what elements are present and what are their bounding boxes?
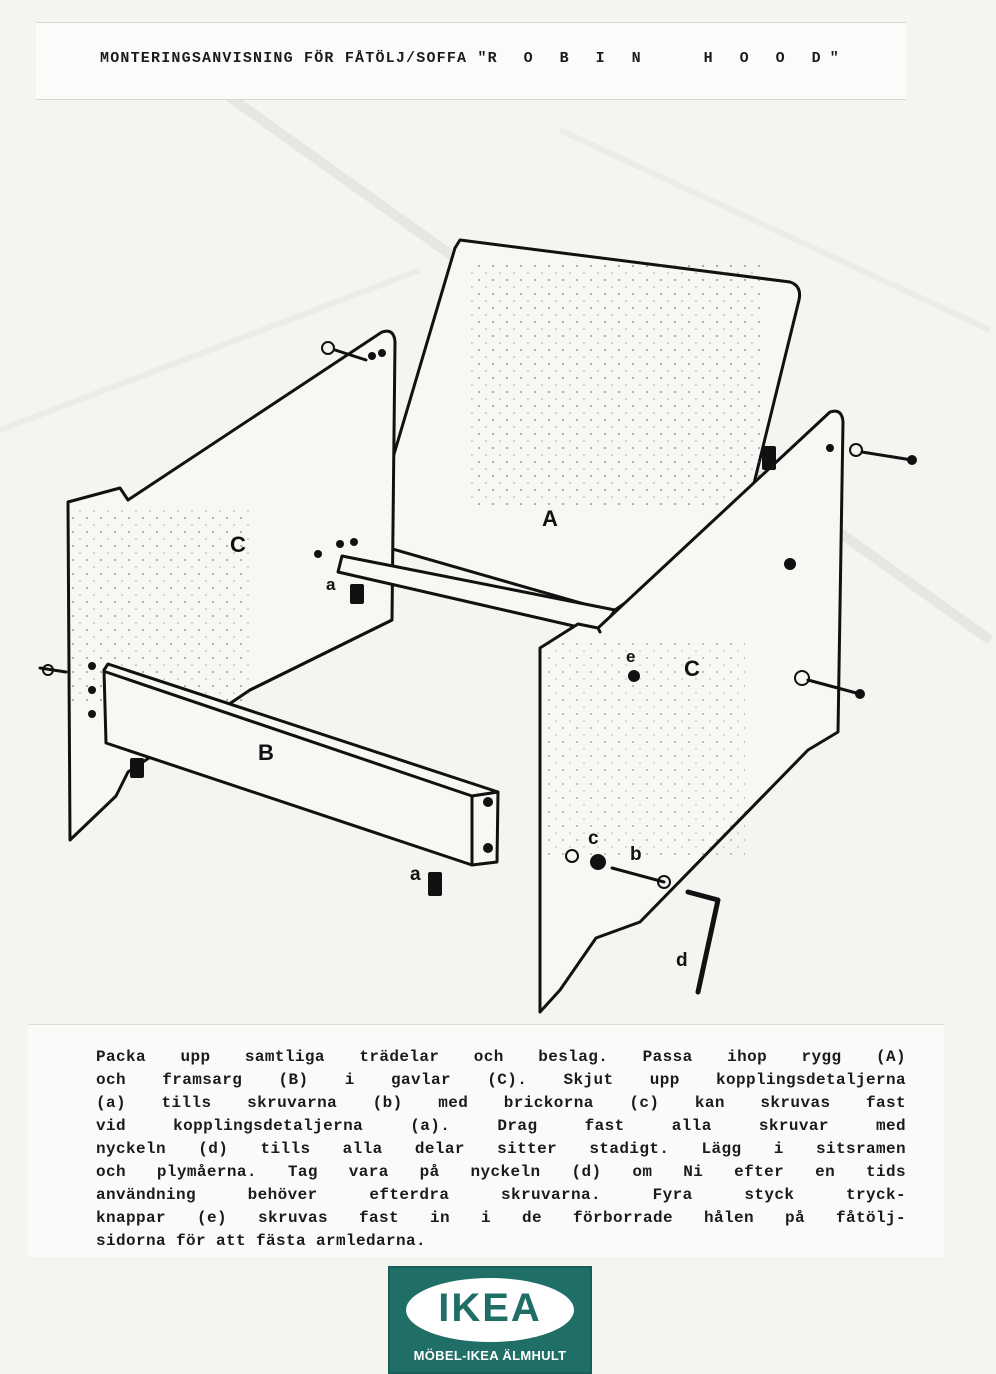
label-c-left: C (230, 532, 246, 557)
instruction-line: och framsarg (B) i gavlar (C). Skjut upp kopplingsdetaljerna (96, 1071, 906, 1089)
label-b-rail: B (258, 740, 274, 765)
instruction-line: sidorna för att fästa armledarna. (96, 1232, 427, 1250)
label-c-washer: c (588, 828, 599, 849)
ikea-logo (388, 1266, 592, 1374)
instruction-line: (a) tills skruvarna (b) med brickorna (c) kan skruvas fast (96, 1094, 906, 1112)
instruction-line: vid kopplingsdetaljerna (a). Drag fast alla skruvar med (96, 1117, 906, 1135)
assembly-diagram (0, 220, 996, 1020)
instruction-line: och plymåerna. Tag vara på nyckeln (d) om Ni efter en tids (96, 1163, 906, 1181)
label-d-key: d (676, 950, 688, 971)
instruction-line: användning behöver efterdra skruvarna. Fyra styck tryck- (96, 1186, 906, 1204)
instruction-line: Packa upp samtliga trädelar och beslag. Passa ihop rygg (A) (96, 1048, 906, 1066)
label-e-button: e (626, 647, 636, 666)
page-title: MONTERINGSANVISNING FÖR FÅTÖLJ/SOFFA "R O B I N H O O D" (100, 50, 840, 67)
label-a-coupling: a (326, 575, 336, 594)
label-a-coupling-bottom: a (410, 864, 421, 885)
logo-wordmark: IKEA (438, 1286, 542, 1330)
instructions-text (96, 1046, 906, 1253)
front-rail-b (104, 664, 498, 865)
label-c-right: C (684, 656, 700, 681)
allen-key-d (688, 892, 718, 992)
logo-subtitle: MÖBEL-IKEA ÄLMHULT (413, 1348, 567, 1363)
instruction-line: nyckeln (d) tills alla delar sitter stadigt. Lägg i sitsramen (96, 1140, 906, 1158)
instruction-line: knappar (e) skruvas fast in i de förborrade hålen på fåtölj- (96, 1209, 906, 1227)
label-a-panel: A (542, 506, 558, 531)
label-b-screw: b (630, 844, 642, 865)
